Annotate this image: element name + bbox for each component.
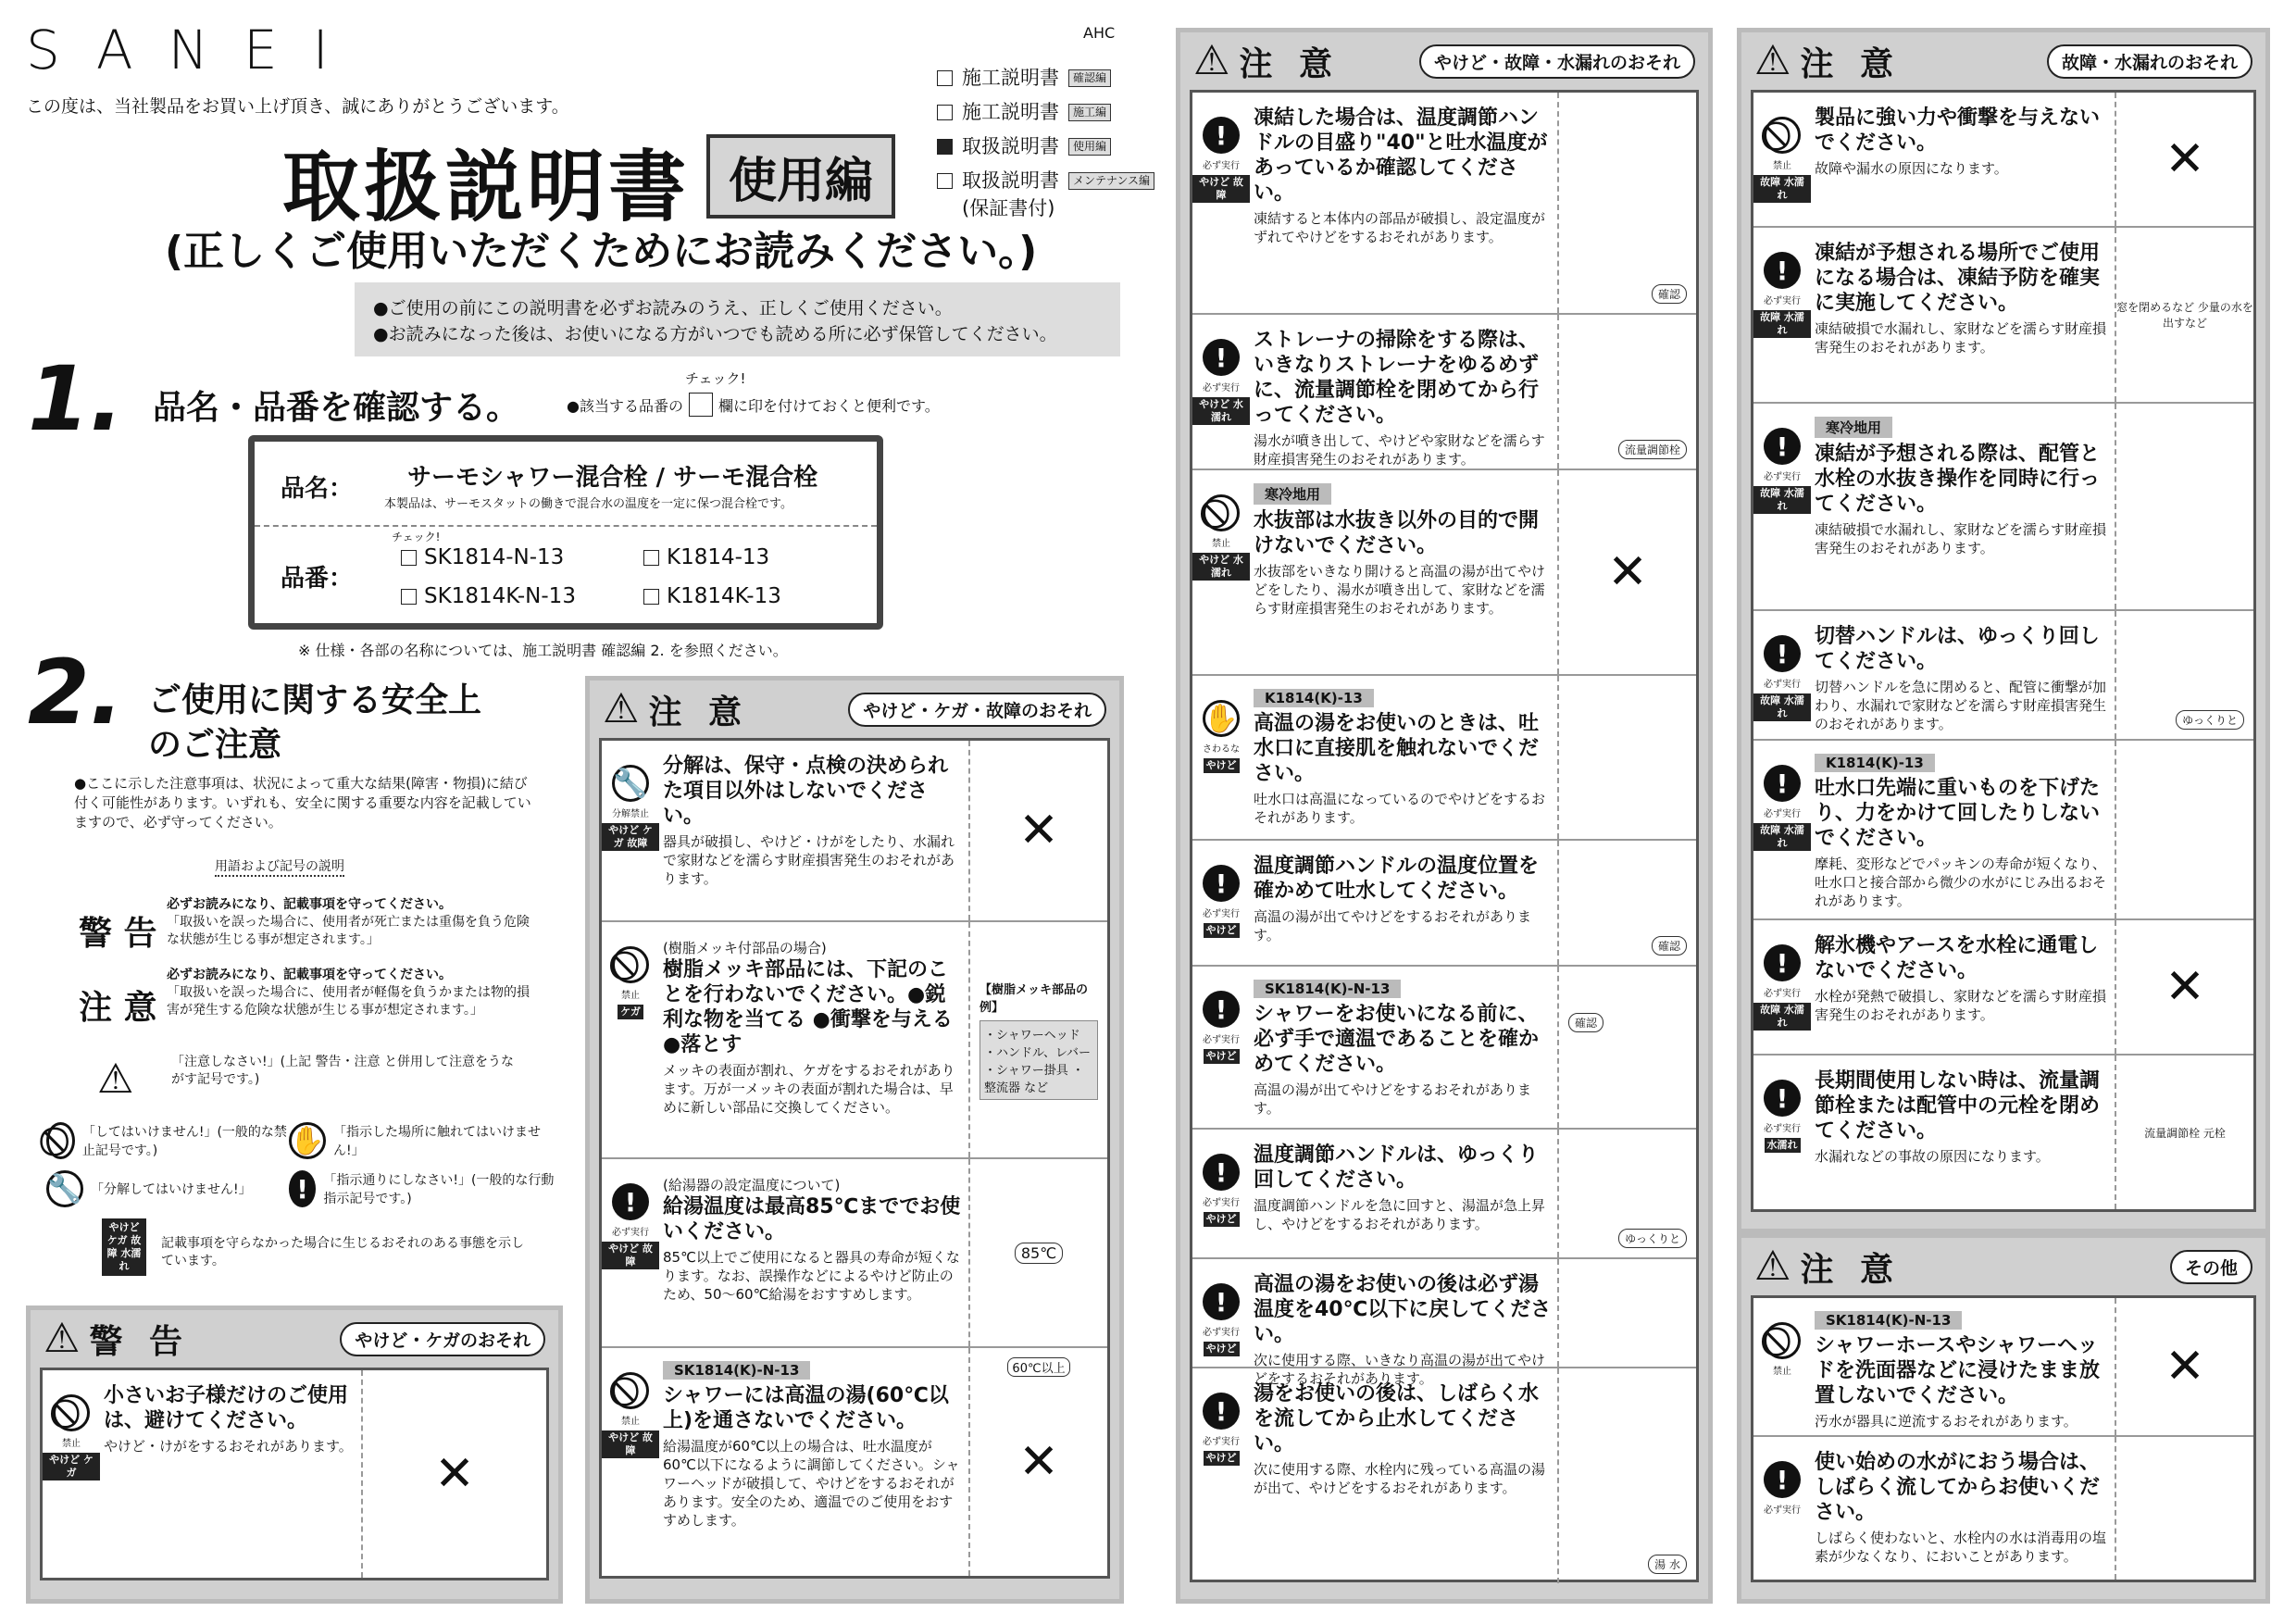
caution-item: ! 必ず実行 故障 水濡れ 寒冷地用 凍結が予想される際は、配管と水栓の水抜き操作を同時に行ってください。 凍結破損で水漏れし、家財などを濡らす財産損害発生のおそれがあります。 xyxy=(1753,404,2253,611)
code-option: K1814-13 xyxy=(643,545,769,569)
product-code-label: 品番： xyxy=(281,565,354,593)
doc-list-item: 施工説明書 施工編 xyxy=(937,95,1154,130)
must-do-icon: ! xyxy=(1203,865,1240,902)
caution-item: ! 必ず実行 やけど 故障 (給湯器の設定温度について) 給湯温度は最高85℃まででお使いください。 85℃以上でご使用になると器具の寿命が短くなります。なお、誤操作などによるやけど防止のため、50～60℃給湯をおすすめします。 85℃ xyxy=(602,1159,1107,1348)
must-do-icon: ! xyxy=(1764,252,1801,289)
caution-item: ! 必ず実行 やけど 高温の湯をお使いの後は必ず湯温度を40℃以下に戻してください。 次に使用する際、いきなり高温の湯が出てやけどをするおそれがあります。 xyxy=(1192,1259,1696,1368)
no-touch-icon: ✋ xyxy=(1203,700,1240,737)
symbol-no-disassemble: 🔧 「分解してはいけません!」 xyxy=(46,1170,287,1207)
document-list xyxy=(937,61,1154,219)
caution-item: ! 必ず実行 やけど 湯をお使いの後は、しばらく水を流してから止水してください。 次に使用する際、水栓内に残っている高温の湯が出て、やけどをするおそれがあります。 湯 水 xyxy=(1192,1368,1696,1583)
caution-label: 注 意 xyxy=(79,989,157,1027)
caution-def: 必ずお読みになり、記載事項を守ってください。 「取扱いを誤った場合に、使用者が軽傷を負うかまたは物的損害が発生する危険な状態が生じる事が想定されます。」 xyxy=(167,968,530,1018)
caution-item: ✋ さわるな やけど K1814(K)-13 高温の湯をお使いのときは、吐水口に直接肌を触れないでください。 吐水口は高温になっているのでやけどをするおそれがあります。 xyxy=(1192,676,1696,841)
caution-item: ! 必ず実行 やけど SK1814(K)-N-13 シャワーをお使いになる前に、必ず手で適温であることを確かめてください。 高温の湯が出てやけどをするおそれがあります。 確認 xyxy=(1192,967,1696,1130)
caution-box-4: ⚠ 注 意 その他 禁止 SK1814(K)-N-13 シャワーホースやシャワーヘッドを洗面器などに浸けたまま放置しないでください。 汚水が器具に逆流するおそれがあります。 ✕ ! 必ず実行 使い始めの水がにおう場合は、しばらく流してからお使いください。 しばらく使わないと、水栓内の水は消毒用の塩素が少なくなり、においことがあります。 xyxy=(1737,1233,2270,1604)
no-disassemble-icon: 🔧 xyxy=(612,765,649,802)
caution-item: ! 必ず実行 故障 水濡れ 解氷機やアースを水栓に通電しないでください。 水栓が発熱で破損し、家財などを濡らす財産損害発生のおそれがあります。 ✕ xyxy=(1753,920,2253,1056)
faucet-illustration xyxy=(968,741,1107,920)
doc-list-item: 施工説明書 確認編 xyxy=(937,61,1154,95)
warning-item: 禁止 やけど ケガ 小さいお子様だけのご使用は、避けてください。 やけど・けがをするおそれがあります。 ✕ xyxy=(43,1370,546,1578)
caution-item: 禁止 やけど 水濡れ 寒冷地用 水抜部は水抜き以外の目的で開けないでください。 水抜部をいきなり開けると高温の湯が出てやけどをしたり、湯水が噴き出して、家財などを濡らす財産損害発生のおそれがあります。 ✕ xyxy=(1192,470,1696,676)
legend-title: 用語および記号の説明 xyxy=(215,856,344,877)
tags-def: 記載事項を守らなかった場合に生じるおそれのある事態を示しています。 xyxy=(161,1236,524,1268)
spec-reference: ※ 仕様・各部の名称については、施工説明書 確認編 2. を参照ください。 xyxy=(298,642,788,659)
caution-box-2: ⚠ 注 意 やけど・故障・水漏れのおそれ ! 必ず実行 やけど 故障 凍結した場合は、温度調節ハンドルの目盛り"40"と吐水温度があっているか確認してください。 凍結すると本体内の部品が破損し、設定温度がずれてやけどをするおそれがあります。 確認 ! 必ず実行 やけど 水濡れ ストレーナの掃除をする際は、いきなりストレーナをゆるめずに、流量調節栓を閉めてから行ってください。 湯水が噴き出して、やけどや家財などを濡らす財産損害発生のおそれがあります。 流量調節栓 禁止 やけど 水濡れ 寒冷地用 水抜部は水抜き以外の目的で開けないでください。 水抜部をいきなり開けると高温の湯が出てやけどをしたり、湯水が噴き出して、家財などを濡らす財産損害発生のおそれがあります。 ✕ ✋ さわるな やけど K1814(K)-13 高温の湯をお使いのときは、吐水口に直接肌を触れないでください。 吐水口は高温になっているのでやけどをするおそれがあります。 ! 必ず実行 やけど 温度調節ハンドルの温度位置を確かめて吐水してください。 高温の湯が出てやけどをするおそれがあります。 確認 ! 必ず実行 やけど SK1814(K)-N-13 シャワーをお使いになる前に、必ず手で適温であることを確かめてください。 高温の湯が出てやけどをするおそれがあります。 確認 ! 必ず実行 やけど 温度調節ハンドルは、ゆっくり回してください。 温度調節ハンドルを急に回すと、湯温が急上昇し、やけどをするおそれがあります。 ゆっくりと ! 必ず実行 やけど 高温の湯をお使いの後は必ず湯温度を40℃以下に戻してください。 次に使用する際、いきなり高温の湯が出てやけどをするおそれがあります。 ! 必ず実行 やけど 湯をお使いの後は、しばらく水を流してから止水してください。 次に使用する際、水栓内に残っている高温の湯が出て、やけどをするおそれがあります。 湯 水 xyxy=(1176,28,1713,1604)
checkbox[interactable] xyxy=(937,105,953,120)
risk-pill: やけど・ケガのおそれ xyxy=(340,1322,545,1356)
switch-handle-illustration: ゆっくりと xyxy=(2115,611,2253,739)
caution-item: 🔧 分解禁止 やけど ケガ 故障 分解は、保守・点検の決められた項目以外はしないでください。 器具が破損し、やけど・けがをしたり、水漏れで家財などを濡らす財産損害発生のおそれがあります。 ✕ xyxy=(602,741,1107,922)
must-do-icon: ! xyxy=(1764,635,1801,672)
must-do-icon: ! xyxy=(1764,944,1801,981)
caution-item: ! 必ず実行 故障 水濡れ 切替ハンドルは、ゆっくり回してください。 切替ハンドルを急に閉めると、配管に衝撃が加わり、水漏れで家財などを濡らす財産損害発生のおそれがあります。 ゆっくりと xyxy=(1753,611,2253,741)
spout-illustration xyxy=(1557,676,1696,839)
prohibit-icon xyxy=(612,1372,649,1409)
cross-icon: ✕ xyxy=(2165,1339,2205,1394)
product-box xyxy=(248,435,883,630)
child-illustration xyxy=(361,1370,546,1578)
cross-icon: ✕ xyxy=(434,1446,475,1502)
caution-box-3: ⚠ 注 意 故障・水漏れのおそれ 禁止 故障 水濡れ 製品に強い力や衝撃を与えないでください。 故障や漏水の原因になります。 ✕ ! 必ず実行 故障 水濡れ 凍結が予想される場所でご使用になる場合は、凍結予防を確実に実施してください。 凍結破損で水漏れし、家財などを濡らす財産損害発生のおそれがあります。 窓を閉めるなど 少量の水を出すなど ! 必ず実行 故障 水濡れ 寒冷地用 凍結が予想される際は、配管と水栓の水抜き操作を同時に行ってください。 凍結破損で水漏れし、家財などを濡らす財産損害発生のおそれがあります。 ! 必ず実行 故障 水濡れ 切替ハンドルは、ゆっくり回してください。 切替ハンドルを急に閉めると、配管に衝撃が加わり、水漏れで家財などを濡らす財産損害発生のおそれがあります。 ゆっくりと ! 必ず実行 故障 水濡れ K1814(K)-13 吐水口先端に重いものを下げたり、力をかけて回したりしないでください。 摩耗、変形などでパッキンの寿命が短くなり、吐水口と接合部から微少の水がにじみ出るおそれがあります。 ! 必ず実行 故障 水濡れ 解氷機やアースを水栓に通電しないでください。 水栓が発熱で破損し、家財などを濡らす財産損害発生のおそれがあります。 ✕ ! 必ず実行 水濡れ 長期間使用しない時は、流量調節栓または配管中の元栓を閉めてください。 水漏れなどの事故の原因になります。 流量調節栓 元栓 xyxy=(1737,28,2270,1233)
prohibit-icon xyxy=(1764,1322,1801,1359)
product-name-label: 品名： xyxy=(281,475,354,503)
warning-triangle-icon: ⚠ xyxy=(603,685,640,732)
symbol-no-touch: ✋ 「指示した場所に触れてはいけません!」 xyxy=(289,1122,548,1159)
checkbox[interactable] xyxy=(937,173,953,189)
checkbox[interactable] xyxy=(401,550,417,566)
triangle-def: 「注意しなさい!」(上記 警告・注意 と併用して注意をうながす記号です。) xyxy=(171,1055,514,1087)
must-do-icon: ! xyxy=(1764,428,1801,465)
must-do-icon: ! xyxy=(1203,1283,1240,1320)
caution-item: ! 必ず実行 やけど 温度調節ハンドルの温度位置を確かめて吐水してください。 高温の湯が出てやけどをするおそれがあります。 確認 xyxy=(1192,841,1696,967)
handle-illustration: 確認 xyxy=(1557,93,1696,313)
must-do-icon: ! xyxy=(1764,1461,1801,1498)
cross-icon: ✕ xyxy=(1018,803,1059,858)
section-heading-2b: のご注意 xyxy=(148,726,282,764)
checkbox[interactable] xyxy=(401,589,417,605)
safety-intro: ●ここに示した注意事項は、状況によって重大な結果(障害・物損)に結び付く可能性があります。いずれも、安全に関する重要な内容を記載していますので、必ず守ってください。 xyxy=(74,775,531,831)
product-name: サーモシャワー混合栓 / サーモ混合栓 xyxy=(407,464,818,492)
caution-item: ! 必ず実行 故障 水濡れ K1814(K)-13 吐水口先端に重いものを下げたり、力をかけて回したりしないでください。 摩耗、変形などでパッキンの寿命が短くなり、吐水口と接合部から微少の水がにじみ出るおそれがあります。 xyxy=(1753,741,2253,920)
no-disassemble-icon: 🔧 xyxy=(46,1170,83,1207)
risk-pill: その他 xyxy=(2170,1250,2252,1284)
caution-item: 禁止 故障 水濡れ 製品に強い力や衝撃を与えないでください。 故障や漏水の原因になります。 ✕ xyxy=(1753,93,2253,228)
product-name-note: 本製品は、サーモスタットの働きで混合水の温度を一定に保つ混合栓です。 xyxy=(384,497,792,511)
prohibit-icon xyxy=(1203,494,1240,531)
freeze-prevention-illustration: 窓を閉めるなど 少量の水を出すなど xyxy=(2115,228,2253,402)
basin-illustration xyxy=(2115,1298,2253,1435)
cross-icon: ✕ xyxy=(2165,959,2205,1015)
caution-item: 禁止 ケガ (樹脂メッキ付部品の場合) 樹脂メッキ部品には、下記のことを行わないでください。●鋭利な物を当てる ●衝撃を与える ●落とす メッキの表面が割れ、ケガをするおそれがあります。万が一メッキの表面が割れた場合は、早めに新しい部品に交換してください。 【樹脂メッキ部品の例】 ・シャワーヘッド ・ハンドル、レバー ・シャワー掛具 ・整流器 など xyxy=(602,922,1107,1159)
plated-parts-example: 【樹脂メッキ部品の例】 ・シャワーヘッド ・ハンドル、レバー ・シャワー掛具 ・整流器 など xyxy=(968,922,1107,1157)
brand-logo: SANEI xyxy=(26,19,364,81)
subtitle: (正しくご使用いただくためにお読みください。) xyxy=(165,228,1038,275)
page-title: 取扱説明書 xyxy=(282,142,691,232)
edition-badge: 使用編 xyxy=(706,134,895,219)
bucket-illustration xyxy=(2115,741,2253,918)
handle-return-illustration xyxy=(1557,1259,1696,1367)
warning-triangle-icon: ⚠ xyxy=(1754,37,1791,84)
must-do-icon: ! xyxy=(1203,1154,1240,1191)
read-notice: ●ご使用の前にこの説明書を必ずお読みのうえ、正しくご使用ください。 ●お読みになった後は、お使いになる方がいつでも読める所に必ず保管してください。 xyxy=(355,282,1120,356)
caution-item: 禁止 SK1814(K)-N-13 シャワーホースやシャワーヘッドを洗面器などに浸けたまま放置しないでください。 汚水が器具に逆流するおそれがあります。 ✕ xyxy=(1753,1298,2253,1437)
risk-pill: やけど・ケガ・故障のおそれ xyxy=(848,693,1106,727)
must-do-icon: ! xyxy=(1203,117,1240,154)
model-code: AHC xyxy=(1083,24,1116,42)
flowing-water-illustration xyxy=(2115,1437,2253,1580)
risk-pill: 故障・水漏れのおそれ xyxy=(2047,44,2252,79)
doc-list-item: 取扱説明書 メンテナンス編 xyxy=(937,164,1154,198)
must-do-icon: ! xyxy=(289,1170,316,1207)
must-do-icon: ! xyxy=(1203,339,1240,376)
drain-illustration xyxy=(1557,470,1696,674)
caution-item: 禁止 やけど 故障 SK1814(K)-N-13 シャワーには高温の湯(60℃以上)を通さないでください。 給湯温度が60℃以上の場合は、吐水温度が60℃以下になるように調節してください。シャワーヘッドが破損して、やけどをするおそれがあります。安全のため、適温でのご使用をおすすめします。 60℃以上 ✕ xyxy=(602,1348,1107,1576)
warning-triangle-icon: ⚠ xyxy=(1754,1243,1791,1290)
checkbox[interactable] xyxy=(937,70,953,86)
code-option: SK1814K-N-13 xyxy=(401,584,576,608)
caution-item: ! 必ず実行 やけど 水濡れ ストレーナの掃除をする際は、いきなりストレーナをゆるめずに、流量調節栓を閉めてから行ってください。 湯水が噴き出して、やけどや家財などを濡らす財産損害発生のおそれがあります。 流量調節栓 xyxy=(1192,315,1696,470)
section-number-2: 2. xyxy=(28,641,124,744)
warranty-note: (保証書付) xyxy=(962,197,1055,219)
must-do-icon: ! xyxy=(1203,1393,1240,1430)
prohibit-icon xyxy=(46,1122,75,1159)
cross-icon: ✕ xyxy=(2165,131,2205,187)
consequence-tags: やけど ケガ 故障 水濡れ xyxy=(102,1218,146,1276)
caution-item: ! 必ず実行 使い始めの水がにおう場合は、しばらく流してからお使いください。 しばらく使わないと、水栓内の水は消毒用の塩素が少なくなり、においことがあります。 xyxy=(1753,1437,2253,1580)
must-do-icon: ! xyxy=(1203,991,1240,1028)
code-option: SK1814-N-13 xyxy=(401,545,564,569)
must-do-icon: ! xyxy=(612,1183,649,1220)
caution-item: ! 必ず実行 やけど 温度調節ハンドルは、ゆっくり回してください。 温度調節ハンドルを急に回すと、湯温が急上昇し、やけどをするおそれがあります。 ゆっくりと xyxy=(1192,1130,1696,1259)
checkbox-checked[interactable] xyxy=(937,139,953,155)
warning-label: 警 告 xyxy=(79,915,157,953)
impact-illustration xyxy=(2115,93,2253,226)
prohibit-icon xyxy=(53,1394,90,1431)
section-heading-2: ご使用に関する安全上 xyxy=(148,681,482,719)
strainer-illustration: 流量調節栓 xyxy=(1557,315,1696,468)
checkbox[interactable] xyxy=(643,550,659,566)
must-do-icon: ! xyxy=(1764,1080,1801,1117)
warning-def: 必ずお読みになり、記載事項を守ってください。 「取扱いを誤った場合に、使用者が死亡または重傷を負う危険な状態が生じる事が想定されます。」 xyxy=(167,897,530,947)
must-do-icon: ! xyxy=(1764,765,1801,802)
check-label: チェック! xyxy=(392,531,441,543)
caution-box-1: ⚠ 注 意 やけど・ケガ・故障のおそれ 🔧 分解禁止 やけど ケガ 故障 分解は、保守・点検の決められた項目以外はしないでください。 器具が破損し、やけど・けがをしたり、水漏れで家財などを濡らす財産損害発生のおそれがあります。 ✕ 禁止 ケガ (樹脂メッキ付部品の場合) 樹脂メッキ部品には、下記のことを行わないでください。●鋭利な物を当てる ●衝撃を与える ●落とす メッキの表面が割れ、ケガをするおそれがあります。万が一メッキの表面が割れた場合は、早めに新しい部品に交換してください。 【樹脂メッキ部品の例】 ・シャワーヘッド ・ハンドル、レバー ・シャワー掛具 ・整流器 など ! 必ず実行 やけど 故障 (給湯器の設定温度について) 給湯温度は最高85℃まででお使いください。 85℃以上でご使用になると器具の寿命が短くなります。なお、誤操作などによるやけど防止のため、50～60℃給湯をおすすめします。 85℃ 禁止 やけど 故障 SK1814(K)-N-13 シャワーには高温の湯(60℃以上)を通さないでください。 給湯温度が60℃以上の場合は、吐水温度が60℃以下になるように調節してください。シャワーヘッドが破損して、やけどをするおそれがあります。安全のため、適温でのご使用をおすすめします。 60℃以上 ✕ xyxy=(585,676,1124,1604)
handle-illustration: 確認 xyxy=(1557,841,1696,965)
caution-item: ! 必ず実行 水濡れ 長期間使用しない時は、流量調節栓または配管中の元栓を閉めてください。 水漏れなどの事故の原因になります。 流量調節栓 元栓 xyxy=(1753,1056,2253,1209)
drain-illustration xyxy=(2115,404,2253,609)
code-option: K1814K-13 xyxy=(643,584,781,608)
risk-pill: やけど・故障・水漏れのおそれ xyxy=(1419,44,1695,79)
warning-box: ⚠ 警 告 やけど・ケガのおそれ 禁止 やけど ケガ 小さいお子様だけのご使用は、避けてください。 やけど・けがをするおそれがあります。 ✕ xyxy=(26,1305,563,1604)
check-label: チェック! xyxy=(685,370,746,387)
warning-triangle-icon: ⚠ xyxy=(44,1315,81,1362)
valve-illustration: 流量調節栓 元栓 xyxy=(2115,1056,2253,1209)
prohibit-icon xyxy=(612,946,649,983)
prohibit-icon xyxy=(1764,117,1801,154)
shower-illustration: 60℃以上 ✕ xyxy=(968,1348,1107,1576)
thanks-text: この度は、当社製品をお買い上げ頂き、誠にありがとうございます。 xyxy=(26,96,569,117)
section-heading-1: 品名・品番を確認する。 xyxy=(153,389,520,427)
thermometer-illustration: 85℃ xyxy=(968,1159,1107,1346)
warning-triangle-icon: ⚠ xyxy=(97,1056,134,1103)
symbol-prohibit: 「してはいけません!」(一般的な禁止記号です。) xyxy=(46,1122,287,1159)
doc-list-item: 取扱説明書 使用編 xyxy=(937,130,1154,164)
warning-triangle-icon: ⚠ xyxy=(1193,37,1230,84)
section-number-1: 1. xyxy=(28,347,124,451)
no-touch-icon: ✋ xyxy=(289,1122,326,1159)
thaw-machine-illustration xyxy=(2115,920,2253,1054)
cross-icon: ✕ xyxy=(1018,1434,1059,1490)
symbol-must-do: ! 「指示通りにしなさい!」(一般的な行動指示記号です。) xyxy=(289,1170,557,1207)
shower-hand-illustration: 確認 xyxy=(1557,967,1696,1128)
hot-cold-illustration: 湯 水 xyxy=(1557,1368,1696,1583)
handle-illustration: ゆっくりと xyxy=(1557,1130,1696,1257)
cross-icon: ✕ xyxy=(1607,544,1648,600)
caution-item: ! 必ず実行 やけど 故障 凍結した場合は、温度調節ハンドルの目盛り"40"と吐水温度があっているか確認してください。 凍結すると本体内の部品が破損し、設定温度がずれてやけどをするおそれがあります。 確認 xyxy=(1192,93,1696,315)
check-note: ●該当する品番の 欄に印を付けておくと便利です。 xyxy=(567,393,940,417)
caution-item: ! 必ず実行 故障 水濡れ 凍結が予想される場所でご使用になる場合は、凍結予防を確実に実施してください。 凍結破損で水漏れし、家財などを濡らす財産損害発生のおそれがあります。 窓を閉めるなど 少量の水を出すなど xyxy=(1753,228,2253,404)
checkbox[interactable] xyxy=(643,589,659,605)
